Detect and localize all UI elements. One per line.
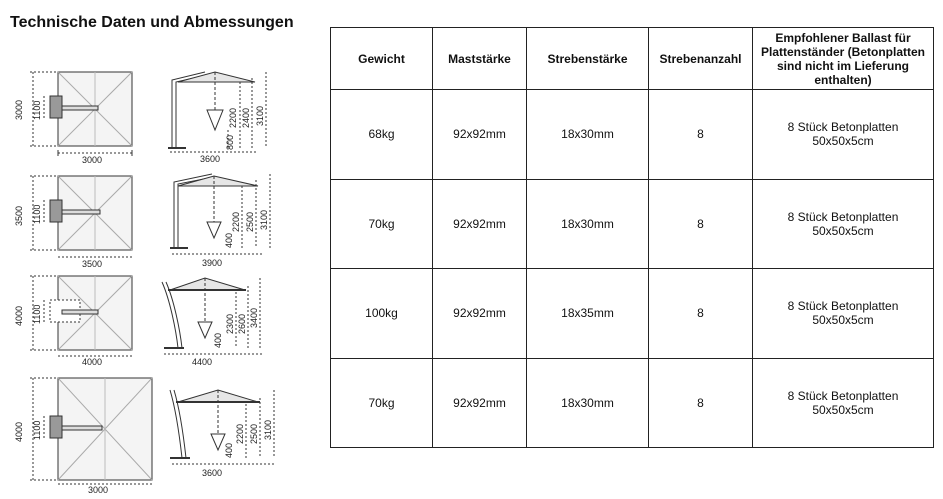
page-title: Technische Daten und Abmessungen xyxy=(10,14,294,31)
cell-mast: 92x92mm xyxy=(433,269,527,359)
top-width-2: 3500 xyxy=(82,259,103,269)
cell-strut-strength: 18x35mm xyxy=(527,269,649,359)
side-view-1 xyxy=(168,72,266,152)
side-h3-2: 3100 xyxy=(259,209,269,230)
top-width-4: 3000 xyxy=(88,485,109,495)
cell-ballast xyxy=(753,269,934,359)
header-mast: Maststärke xyxy=(433,28,527,90)
cell-weight: 70kg xyxy=(331,179,433,269)
cell-strut-count: 8 xyxy=(649,358,753,448)
table-row xyxy=(331,358,934,448)
top-width-1: 3000 xyxy=(82,155,103,165)
cell-ballast xyxy=(753,90,934,180)
side-h2-2: 2500 xyxy=(245,211,255,232)
cell-strut-count: 8 xyxy=(649,90,753,180)
cell-strut-count: 8 xyxy=(649,179,753,269)
side-h1-2: 2200 xyxy=(231,211,241,232)
cell-ballast xyxy=(753,179,934,269)
spec-table xyxy=(330,27,934,448)
side-h2-4: 2500 xyxy=(249,423,259,444)
side-width-3: 4400 xyxy=(192,357,213,367)
header-strut-count: Strebenanzahl xyxy=(649,28,753,90)
cell-strut-strength: 18x30mm xyxy=(527,358,649,448)
side-h1-4: 2200 xyxy=(235,423,245,444)
cell-strut-count: 8 xyxy=(649,269,753,359)
side-view-2 xyxy=(170,174,270,254)
top-mast-2: 1100 xyxy=(32,204,42,224)
top-width-3: 4000 xyxy=(82,357,103,367)
cell-weight: 70kg xyxy=(331,358,433,448)
dimension-drawings xyxy=(0,60,320,499)
ballast-line-2: 50x50x5cm xyxy=(812,313,874,328)
table-row xyxy=(331,90,934,180)
cell-weight: 100kg xyxy=(331,269,433,359)
side-h2-1: 2400 xyxy=(241,107,251,128)
table-header-row xyxy=(331,28,934,90)
side-h3-4: 3100 xyxy=(263,419,273,440)
side-low-4: 400 xyxy=(224,442,234,458)
header-strut-strength: Strebenstärke xyxy=(527,28,649,90)
top-mast-3: 1100 xyxy=(32,304,42,324)
side-h2-3: 2600 xyxy=(237,313,247,334)
ballast-line-2: 50x50x5cm xyxy=(812,223,874,238)
cell-strut-strength: 18x30mm xyxy=(527,90,649,180)
cell-mast: 92x92mm xyxy=(433,179,527,269)
header-weight: Gewicht xyxy=(331,28,433,90)
top-view-4 xyxy=(30,378,152,484)
ballast-line-1: 8 Stück Betonplatten xyxy=(787,299,899,314)
top-depth-4: 4000 xyxy=(14,421,24,442)
top-depth-1: 3000 xyxy=(14,99,24,120)
side-h1-3: 2300 xyxy=(225,313,235,334)
side-width-2: 3900 xyxy=(202,258,223,268)
ballast-line-2: 50x50x5cm xyxy=(812,402,874,417)
ballast-line-1: 8 Stück Betonplatten xyxy=(787,388,899,403)
top-mast-4: 1100 xyxy=(32,420,42,440)
side-width-4: 3600 xyxy=(202,468,223,478)
top-depth-3: 4000 xyxy=(14,305,24,326)
header-ballast: Empfohlener Ballast für Plattenständer (Betonplatten sind nicht im Lieferung enthalten) xyxy=(753,28,934,90)
side-low-1: 800 xyxy=(225,134,235,150)
ballast-line-2: 50x50x5cm xyxy=(812,134,874,149)
cell-ballast xyxy=(753,358,934,448)
cell-weight: 68kg xyxy=(331,90,433,180)
side-width-1: 3600 xyxy=(200,154,221,164)
dimension-drawings-svg xyxy=(0,60,320,499)
side-h1-1: 2200 xyxy=(228,107,238,128)
cell-strut-strength: 18x30mm xyxy=(527,179,649,269)
side-h3-1: 3100 xyxy=(255,105,265,126)
top-depth-2: 3500 xyxy=(14,205,24,226)
side-view-3 xyxy=(162,278,262,354)
side-low-3: 400 xyxy=(213,332,223,348)
top-mast-1: 1100 xyxy=(32,100,42,120)
table-row xyxy=(331,269,934,359)
top-view-3 xyxy=(30,276,132,356)
side-low-2: 400 xyxy=(224,232,234,248)
cell-mast: 92x92mm xyxy=(433,90,527,180)
table-row xyxy=(331,179,934,269)
side-h3-3: 3400 xyxy=(249,307,259,328)
ballast-line-1: 8 Stück Betonplatten xyxy=(787,209,899,224)
top-view-1 xyxy=(30,72,132,156)
ballast-line-1: 8 Stück Betonplatten xyxy=(787,120,899,135)
top-view-2 xyxy=(30,176,132,257)
cell-mast: 92x92mm xyxy=(433,358,527,448)
